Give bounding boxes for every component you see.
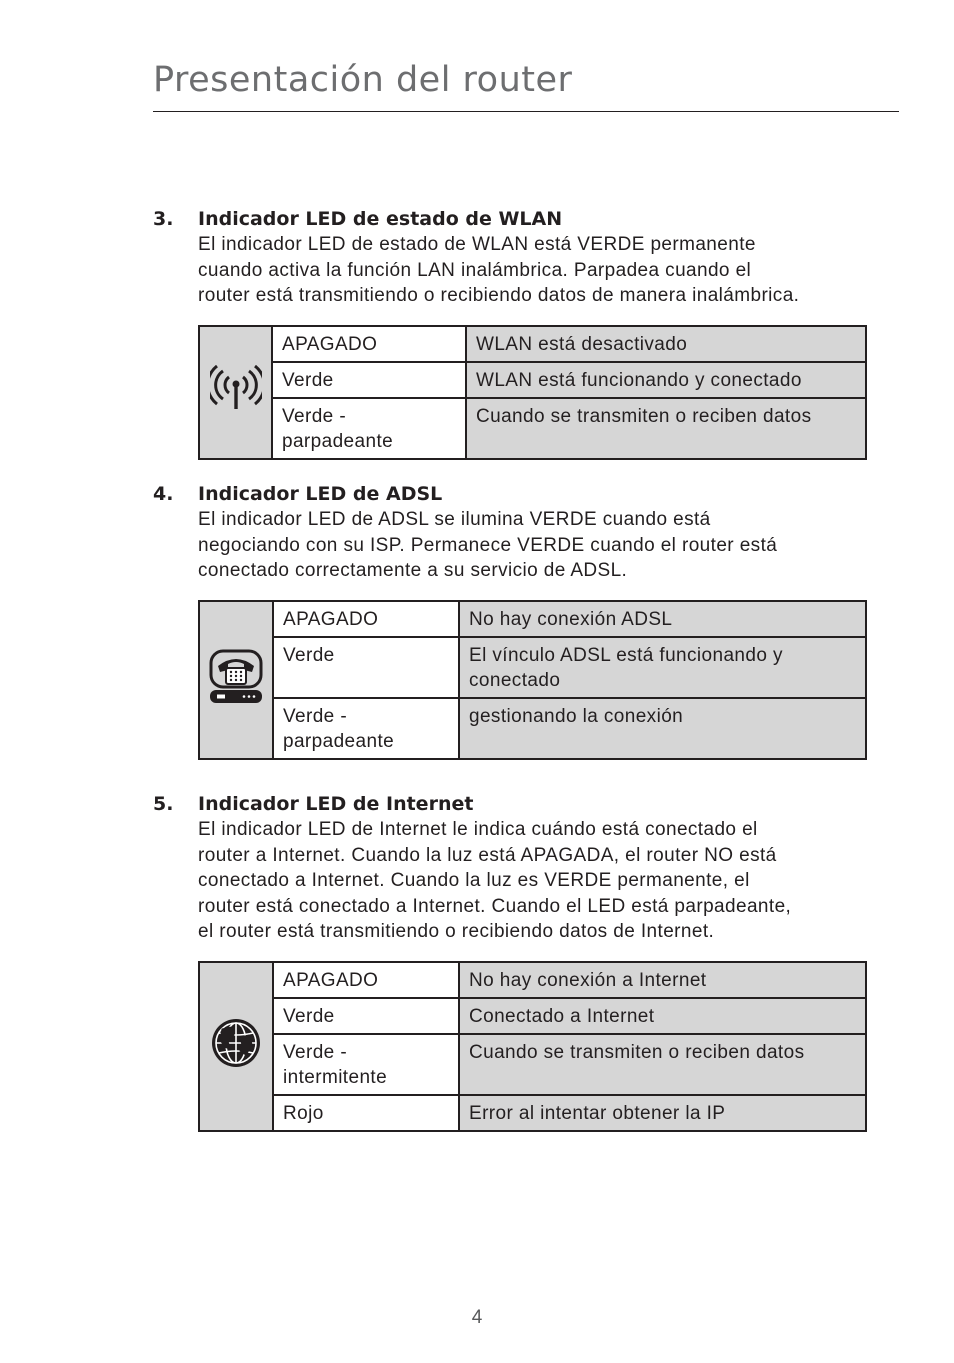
body-line: el router está transmitiendo o recibiendo datos de Internet. bbox=[198, 921, 715, 942]
body-line: cuando activa la función LAN inalámbrica. Parpadea cuando el bbox=[198, 259, 752, 281]
table-row bbox=[199, 326, 866, 362]
body-line: El indicador LED de ADSL se ilumina VERDE cuando está bbox=[198, 509, 711, 530]
table-row bbox=[199, 398, 866, 459]
icon-cell bbox=[199, 601, 273, 759]
state-cell: Verde - parpadeante bbox=[273, 698, 459, 759]
table-row bbox=[199, 1034, 866, 1095]
body-line: negociando con su ISP. Permanece VERDE cuando el router está bbox=[198, 534, 778, 556]
state-cell: Verde - parpadeante bbox=[272, 398, 466, 459]
table-row bbox=[199, 962, 866, 998]
icon-cell bbox=[199, 962, 273, 1131]
led-table-adsl bbox=[198, 600, 867, 760]
table-row bbox=[199, 1095, 866, 1131]
description-cell: Cuando se transmiten o reciben datos bbox=[466, 398, 866, 459]
table-row bbox=[199, 698, 866, 759]
page-title: Presentación del router bbox=[153, 60, 573, 100]
section-title: Indicador LED de estado de WLAN bbox=[198, 208, 563, 230]
page-number: 4 bbox=[471, 1307, 483, 1328]
body-line: router a Internet. Cuando la luz está APAGADA, el router NO está bbox=[198, 844, 777, 866]
state-cell: Rojo bbox=[273, 1095, 459, 1131]
title-divider bbox=[153, 111, 899, 112]
description-cell: WLAN está funcionando y conectado bbox=[466, 362, 866, 398]
body-line: conectado correctamente a su servicio de ADSL. bbox=[198, 560, 628, 581]
section-number: 5. bbox=[153, 793, 174, 815]
body-line: El indicador LED de Internet le indica cuándo está conectado el bbox=[198, 819, 758, 840]
state-cell: APAGADO bbox=[273, 962, 459, 998]
description-cell: Error al intentar obtener la IP bbox=[459, 1095, 866, 1131]
body-line: router está transmitiendo o recibiendo datos de manera inalámbrica. bbox=[198, 285, 800, 306]
table-row bbox=[199, 362, 866, 398]
state-cell: Verde bbox=[272, 362, 466, 398]
table-row bbox=[199, 601, 866, 637]
body-line: El indicador LED de estado de WLAN está VERDE permanente bbox=[198, 234, 756, 255]
section-title: Indicador LED de Internet bbox=[198, 793, 474, 815]
section-body bbox=[198, 232, 893, 309]
section-number: 4. bbox=[153, 483, 174, 505]
body-line: conectado a Internet. Cuando la luz es VERDE permanente, el bbox=[198, 870, 750, 891]
wireless-icon bbox=[210, 365, 262, 413]
led-table-wlan bbox=[198, 325, 867, 460]
description-cell: El vínculo ADSL está funcionando y conectado bbox=[459, 637, 866, 698]
telephone-modem-icon bbox=[208, 648, 264, 706]
section-number: 3. bbox=[153, 208, 174, 230]
body-line: router está conectado a Internet. Cuando el LED está parpadeante, bbox=[198, 895, 792, 917]
table-row bbox=[199, 637, 866, 698]
description-cell: Conectado a Internet bbox=[459, 998, 866, 1034]
description-cell: No hay conexión ADSL bbox=[459, 601, 866, 637]
description-cell: Cuando se transmiten o reciben datos bbox=[459, 1034, 866, 1095]
globe-icon bbox=[210, 1017, 262, 1069]
description-cell: WLAN está desactivado bbox=[466, 326, 866, 362]
state-cell: APAGADO bbox=[273, 601, 459, 637]
icon-cell bbox=[199, 326, 272, 459]
table-row bbox=[199, 998, 866, 1034]
led-table-internet bbox=[198, 961, 867, 1132]
section-body bbox=[198, 507, 893, 584]
state-cell: Verde bbox=[273, 637, 459, 698]
section-title: Indicador LED de ADSL bbox=[198, 483, 443, 505]
state-cell: Verde bbox=[273, 998, 459, 1034]
description-cell: No hay conexión a Internet bbox=[459, 962, 866, 998]
state-cell: APAGADO bbox=[272, 326, 466, 362]
section-body bbox=[198, 817, 893, 945]
description-cell: gestionando la conexión bbox=[459, 698, 866, 759]
state-cell: Verde - intermitente bbox=[273, 1034, 459, 1095]
